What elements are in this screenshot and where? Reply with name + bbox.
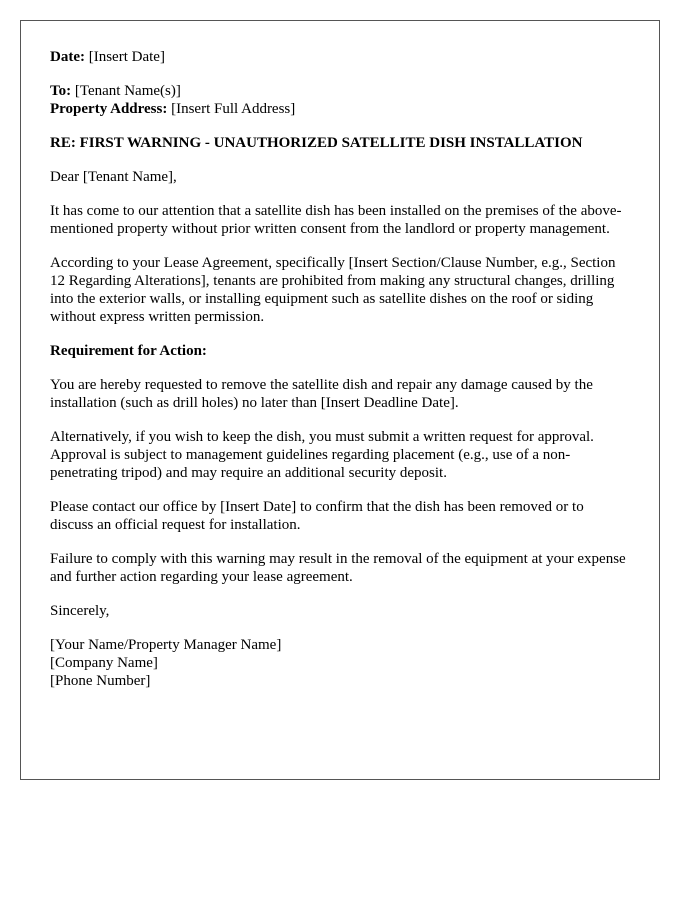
to-label: To:: [50, 83, 72, 99]
signature-name: [Your Name/Property Manager Name]: [50, 637, 282, 653]
signature-phone: [Phone Number]: [50, 673, 151, 689]
closing: Sincerely,: [50, 603, 110, 619]
signature-block: [50, 636, 630, 690]
address-label: Property Address:: [50, 101, 168, 117]
to-line: [50, 82, 630, 100]
address-line: [50, 100, 630, 118]
signature-company: [Company Name]: [50, 655, 158, 671]
recipient-block: [50, 82, 630, 118]
date-label: Date:: [50, 49, 85, 65]
warning-letter: [20, 20, 660, 780]
paragraph-consequences: Failure to comply with this warning may result in the removal of the equipment at your expense and further action regarding your lease agreement.: [50, 551, 626, 585]
paragraph-notice: It has come to our attention that a satellite dish has been installed on the premises of the above-mentioned property without prior written consent from the landlord or property management.: [50, 203, 622, 237]
paragraph-removal-request: You are hereby requested to remove the satellite dish and repair any damage caused by the installation (such as drill holes) no later than [Insert Deadline Date].: [50, 377, 593, 411]
date-value: [Insert Date]: [88, 49, 165, 65]
paragraph-lease-terms: According to your Lease Agreement, specifically [Insert Section/Clause Number, e.g., Section 12 Regarding Alterations], tenants are prohibited from making any structural changes, drilling into the exterior walls, or installing equipment such as satellite dishes on the roof or siding without express written permission.: [50, 255, 616, 325]
salutation: Dear [Tenant Name],: [50, 169, 177, 185]
to-value: [Tenant Name(s)]: [74, 83, 181, 99]
date-line: [50, 48, 630, 66]
address-value: [Insert Full Address]: [171, 101, 296, 117]
requirement-heading: Requirement for Action:: [50, 343, 207, 359]
subject-line: RE: FIRST WARNING - UNAUTHORIZED SATELLITE DISH INSTALLATION: [50, 135, 583, 151]
paragraph-alternative: Alternatively, if you wish to keep the dish, you must submit a written request for approval. Approval is subject to management guidelines regarding placement (e.g., use of a non-penetrating tripod) and may require an additional security deposit.: [50, 429, 594, 481]
paragraph-contact: Please contact our office by [Insert Date] to confirm that the dish has been removed or to discuss an official request for installation.: [50, 499, 584, 533]
